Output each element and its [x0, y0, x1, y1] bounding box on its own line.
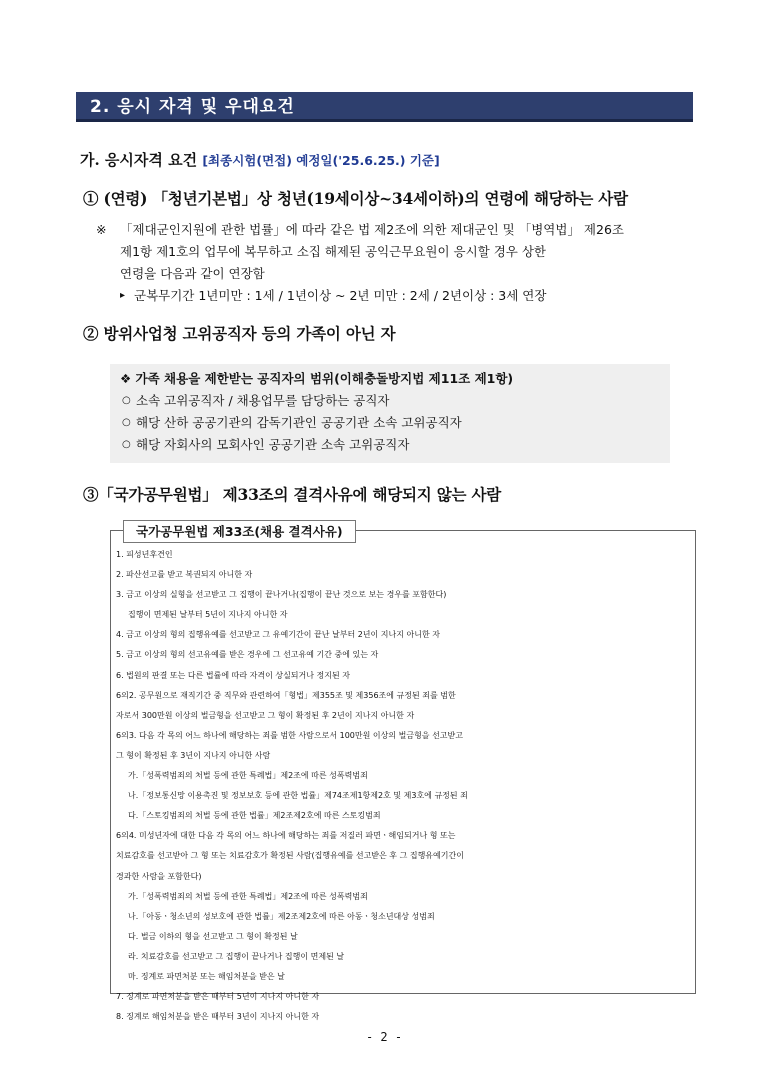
note-bullet: ▸ 군복무기간 1년미만 : 1세 / 1년이상 ~ 2년 미만 : 2세 / 2년이상 : 3세 연장 — [120, 285, 696, 307]
law-line: 나.「아동ㆍ청소년의 성보호에 관한 법률」제2조제2호에 따른 아동ㆍ청소년대상 성범죄 — [128, 911, 435, 921]
law-line: 3. 금고 이상의 실형을 선고받고 그 집행이 끝나거나(집행이 끝난 것으로 보는 경우를 포함한다) — [116, 590, 447, 600]
section-header — [76, 92, 693, 122]
law-article-list — [116, 545, 692, 1027]
note-line: 「제대군인지원에 관한 법률」에 따라 같은 법 제2조에 의한 제대군인 및 「병역법」 제26조 — [120, 222, 624, 237]
law-line: 8. 징계로 해임처분을 받은 때부터 3년이 지나지 아니한 자 — [116, 1012, 320, 1022]
law-line: 4. 금고 이상의 형의 집행유예를 선고받고 그 유예기간이 끝난 날부터 2년이 지나지 아니한 자 — [116, 630, 440, 640]
law-line: 다. 벌금 이하의 형을 선고받고 그 형이 확정된 날 — [128, 931, 298, 941]
requirement-family: ② 방위사업청 고위공직자 등의 가족이 아닌 자 — [83, 324, 396, 343]
family-box-title: ❖ 가족 채용을 제한받는 공직자의 범위(이해충돌방지법 제11조 제1항) — [120, 371, 514, 386]
page-number: - 2 - — [365, 1030, 403, 1044]
law-line: 치료감호를 선고받아 그 형 또는 치료감호가 확정된 사람(집행유예를 선고받은 후 그 집행유예기간이 — [116, 851, 464, 861]
family-box-item: ○ 해당 자회사의 모회사인 공공기관 소속 고위공직자 — [120, 434, 660, 456]
subheading-label: 가. 응시자격 요건 — [80, 151, 198, 169]
family-box-item: ○ 소속 고위공직자 / 채용업무를 담당하는 공직자 — [120, 390, 660, 412]
section-title: 2. 응시 자격 및 우대요건 — [90, 97, 295, 117]
law-line: 6의4. 미성년자에 대한 다음 각 목의 어느 하나에 해당하는 죄를 저질러 파면ㆍ해임되거나 형 또는 — [116, 831, 456, 841]
law-line: 마. 징계로 파면처분 또는 해임처분을 받은 날 — [128, 971, 285, 981]
law-box-title: 국가공무원법 제33조(채용 결격사유) — [123, 520, 356, 543]
subheading-note: [최종시험(면접) 예정일('25.6.25.) 기준] — [202, 153, 440, 168]
requirement-age: ① (연령) 「청년기본법」상 청년(19세이상~34세이하)의 연령에 해당하는 사람 — [83, 189, 628, 208]
family-box-item: ○ 해당 산하 공공기관의 감독기관인 공공기관 소속 고위공직자 — [120, 412, 660, 434]
law-line: 5. 금고 이상의 형의 선고유예를 받은 경우에 그 선고유예 기간 중에 있는 자 — [116, 650, 379, 660]
law-line: 6. 법원의 판결 또는 다른 법률에 따라 자격이 상실되거나 정지된 자 — [116, 670, 350, 680]
law-line: 그 형이 확정된 후 3년이 지나지 아니한 사람 — [116, 750, 271, 760]
law-line: 라. 치료감호를 선고받고 그 집행이 끝나거나 집행이 면제된 날 — [128, 951, 345, 961]
law-line: 나.「정보통신망 이용촉진 및 정보보호 등에 관한 법률」제74조제1항제2호 및 제3호에 규정된 죄 — [128, 791, 468, 801]
note-mark: ※ — [96, 222, 107, 237]
requirement-disqualification: ③「국가공무원법」 제33조의 결격사유에 해당되지 않는 사람 — [83, 485, 502, 504]
subheading — [80, 149, 440, 170]
note-line: 제1항 제1호의 업무에 복무하고 소집 해제된 공익근무요원이 응시할 경우 상한 — [120, 244, 546, 259]
law-line: 6의3. 다음 각 목의 어느 하나에 해당하는 죄를 범한 사람으로서 100만원 이상의 벌금형을 선고받고 — [116, 730, 463, 740]
law-line: 경과한 사람을 포함한다) — [116, 871, 202, 881]
family-restriction-box — [110, 364, 670, 463]
law-line: 6의2. 공무원으로 재직기간 중 직무와 관련하여「형법」제355조 및 제356조에 규정된 죄를 범한 — [116, 690, 456, 700]
law-line: 2. 파산선고를 받고 복권되지 아니한 자 — [116, 570, 253, 580]
age-extension-note — [96, 219, 696, 307]
law-line: 자로서 300만원 이상의 벌금형을 선고받고 그 형이 확정된 후 2년이 지나지 아니한 자 — [116, 710, 415, 720]
law-line: 집행이 면제된 날부터 5년이 지나지 아니한 자 — [128, 610, 288, 620]
note-line: 연령을 다음과 같이 연장함 — [120, 266, 265, 281]
law-line: 가.「성폭력범죄의 처벌 등에 관한 특례법」제2조에 따른 성폭력범죄 — [128, 771, 368, 781]
law-line: 1. 피성년후견인 — [116, 550, 173, 559]
law-line: 다.「스토킹범죄의 처벌 등에 관한 법률」제2조제2호에 따른 스토킹범죄 — [128, 811, 381, 821]
law-line: 7. 징계로 파면처분을 받은 때부터 5년이 지나지 아니한 자 — [116, 992, 320, 1002]
law-line: 가.「성폭력범죄의 처벌 등에 관한 특례법」제2조에 따른 성폭력범죄 — [128, 891, 368, 901]
